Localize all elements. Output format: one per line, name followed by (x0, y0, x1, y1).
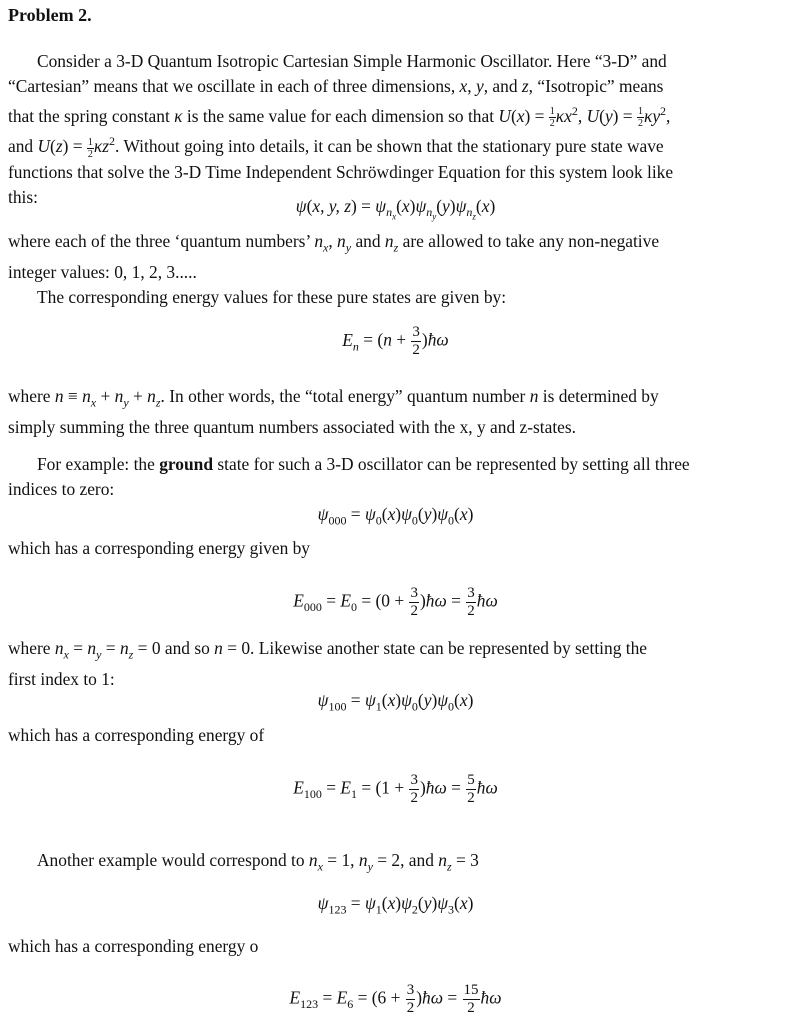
equation-energy: $E_n = (n$ + $\frac{3}{2}$ )ħω (342, 324, 449, 358)
quantum-numbers-paragraph: where each of the three ‘quantum numbers’ $n_x$, $n_y$ and $n_z$ are allowed to take any non-negative integer values: 0, 1, 2, 3..... (8, 231, 660, 283)
intro-paragraph: Consider a 3-D Quantum Isotropic Cartesian Simple Harmonic Oscillator. Here “3-D” and “Cartesian” means that we oscillate in each of three dimensions, x, y, and z, “Isotropic” means that the spring constant κ is the same value for each dimension so that U(x) = $\frac{1}{2}$ $\kappa x^2$, U(y) = $\frac{1}{2}$ $\kappa y^2$, and U(z) = $\frac{1}{2}$ $\kappa z^2$. Without going into details, it can be shown that the stationary pure state wave functions that solve the 3-D Time Independent Schröwdinger Equation for this system look like this: (8, 51, 674, 207)
equation-wavefunction: ψ(x, y, $z) = \psi_{n_x}(x)\psi_{n_y}(y)\psi_{n_z}(x)$ (295, 196, 496, 222)
ground-state-paragraph: For example: the ground state for such a 3-D oscillator can be represented by setting all three indices to zero: (8, 454, 690, 499)
equation-psi-000: $\psi_{000} = \psi_0(x)\psi_0(y)\psi_0(x)$ (317, 504, 474, 528)
equation-psi-100: $\psi_{100} = \psi_1(x)\psi_0(y)\psi_0(x)$ (317, 690, 474, 714)
equation-e-000: $E_{000} = E_0 = (0$ + $\frac{3}{2}$ )ħω = $\frac{3}{2}$ ħω (293, 585, 498, 619)
energy-intro-paragraph: The corresponding energy values for these pure states are given by: (37, 287, 507, 307)
total-energy-paragraph: where $n \equiv n_x + n_y + n_z$. In other words, the “total energy” quantum number n is determined by simply summing the three quantum numbers associated with the x, y and z-states. (8, 386, 659, 438)
problem-title: Problem 2. (8, 5, 92, 25)
first-excited-energy-text: which has a corresponding energy of (8, 725, 265, 745)
example-energy-text: which has a corresponding energy o (8, 936, 259, 956)
equation-e-100: $E_{100} = E_1 = (1$ + $\frac{3}{2}$ )ħω = $\frac{5}{2}$ ħω (293, 772, 498, 806)
ground-energy-text: which has a corresponding energy given by (8, 538, 311, 558)
another-example-paragraph: Another example would correspond to $n_x = 1$, $n_y = 2$, and $n_z = 3$ (37, 850, 479, 874)
equation-psi-123: $\psi_{123} = \psi_1(x)\psi_2(y)\psi_3(x)$ (317, 893, 474, 917)
equation-e-123: $E_{123} = E_6 = (6$ + $\frac{3}{2}$ )ħω = $\frac{15}{2}$ ħω (289, 982, 502, 1016)
first-excited-paragraph: where $n_x = n_y = n_z = 0$ and so n = 0. Likewise another state can be represented by setting the first index to 1: (8, 638, 647, 690)
